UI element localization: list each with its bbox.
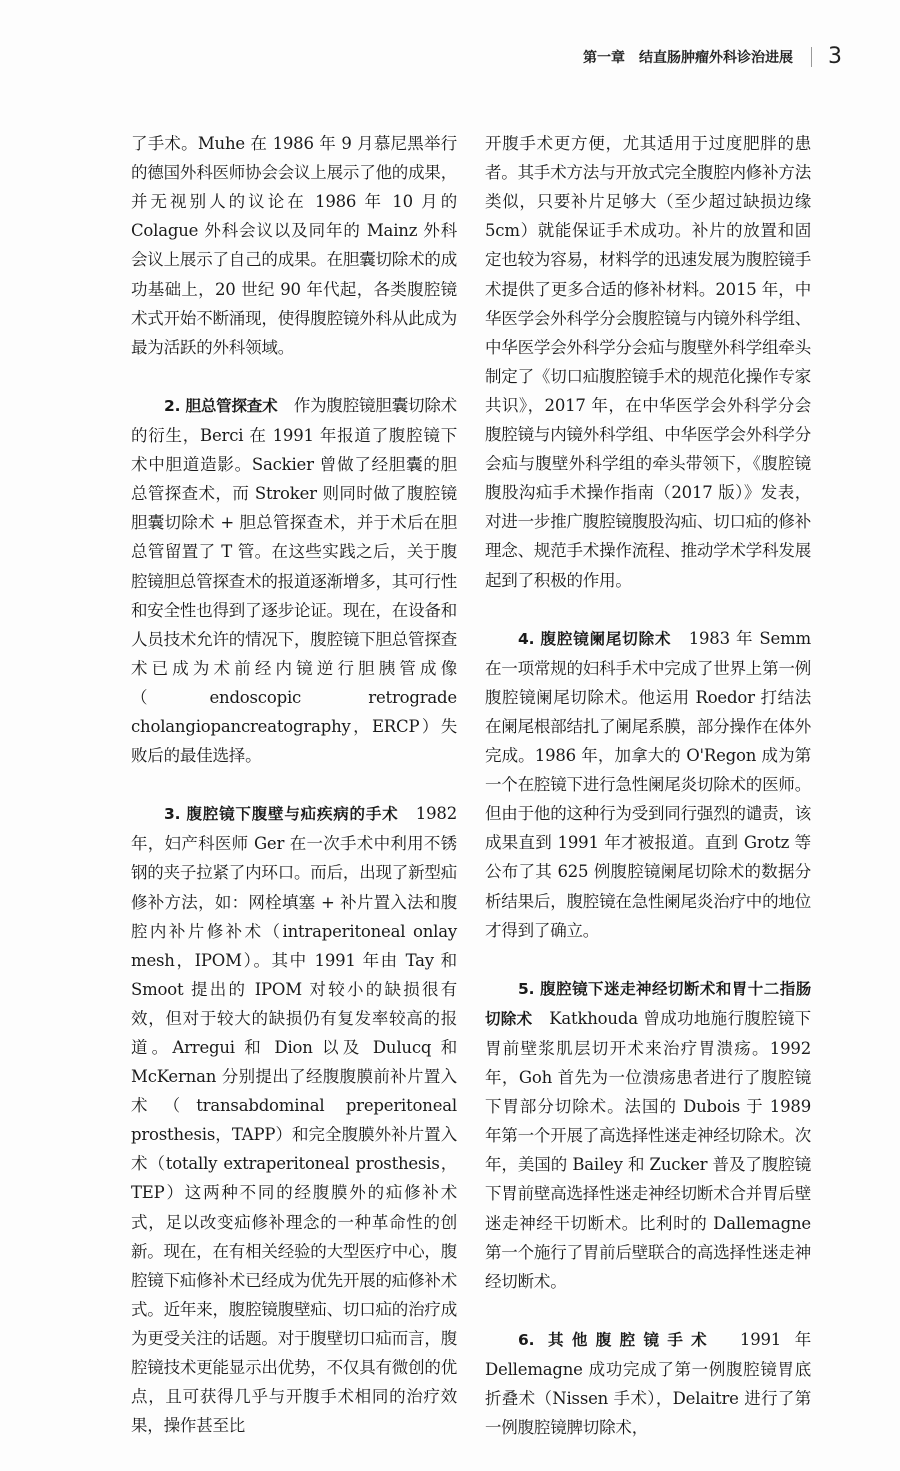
paragraph-continued: 了手术。Muhe 在 1986 年 9 月慕尼黑举行的德国外科医师协会会议上展示了他的成果，并无视别人的议论在 1986 年 10 月的 Colague 外科会议以及同年的 Mainz 外科会议上展示了自己的成果。在胆囊切除术的成功基础上，20 世纪 90 年代起，各类腹腔镜术式开始不断涌现，使得腹腔镜外科从此成为最为活跃的外科领域。 (131, 134, 458, 357)
section-6-paragraph (485, 1325, 811, 1442)
section-4-text: 1983 年 Semm 在一项常规的妇科手术中完成了世界上第一例腹腔镜阑尾切除术。他运用 Roedor 打结法在阑尾根部结扎了阑尾系膜，部分操作在体外完成。1986 年，加拿大的 O'Regon 成为第一个在腔镜下进行急性阑尾炎切除术的医师。但由于他的这种行为受到同行强烈的谴责，该成果直到 1991 年才被报道。直到 Grotz 等公布了其 625 例腹腔镜阑尾切除术的数据分析结果后，腹腔镜在急性阑尾炎治疗中的地位才得到了确立。 (485, 628, 812, 940)
section-4-paragraph (485, 624, 811, 945)
page-number: 3 (828, 44, 842, 69)
section-4-heading: 4. 腹腔镜阑尾切除术 (518, 629, 672, 648)
section-2-heading: 2. 胆总管探查术 (164, 396, 278, 415)
section-3-heading: 3. 腹腔镜下腹壁与疝疾病的手术 (164, 805, 399, 824)
running-header (583, 44, 842, 69)
left-column (131, 100, 457, 1469)
paragraph-continued-right: 开腹手术更方便，尤其适用于过度肥胖的患者。其手术方法与开放式完全腹腔内修补方法类似，只要补片足够大（至少超过缺损边缘 5cm）就能保证手术成功。补片的放置和固定也较为容易，材料学的迅速发展为腹腔镜手术提供了更多合适的修补材料。2015 年，中华医学会外科学分会腹腔镜与内镜外科学组、中华医学会外科学分会疝与腹壁外科学组牵头制定了《切口疝腹腔镜手术的规范化操作专家共识》，2017 年，在中华医学会外科学分会腹腔镜与内镜外科学组、中华医学会外科学分会疝与腹壁外科学组的牵头带领下，《腹腔镜腹股沟疝手术操作指南（2017 版）》发表，对进一步推广腹腔镜腹股沟疝、切口疝的修补理念、规范手术操作流程、推动学术学科发展起到了积极的作用。 (485, 134, 812, 590)
right-column (485, 100, 811, 1471)
section-5-paragraph (485, 974, 811, 1296)
section-3-text: 1982 年，妇产科医师 Ger 在一次手术中利用不锈钢的夹子拉紧了内环口。而后，出现了新型疝修补方法，如：网栓填塞 + 补片置入法和腹腔内补片修补术（intraperitoneal onlay mesh，IPOM）。其中 1991 年由 Tay 和 Smoot 提出的 IPOM 对较小的缺损很有效，但对于较大的缺损仍有复发率较高的报道。Arregui 和 Dion 以及 Dulucq 和 McKernan 分别提出了经腹腹膜前补片置入术（transabdominal preperitoneal prosthesis，TAPP）和完全腹膜外补片置入术（totally extraperitoneal prosthesis，TEP）这两种不同的经腹膜外的疝修补术式，足以改变疝修补理念的一种革命性的创新。现在，在有相关经验的大型医疗中心，腹腔镜下疝修补术已经成为优先开展的疝修补术式。近年来，腹腔镜腹壁疝、切口疝的治疗成为更受关注的话题。对于腹壁切口疝而言，腹腔镜技术更能显示出优势，不仅具有微创的优点，且可获得几乎与开腹手术相同的治疗效果，操作甚至比 (131, 804, 458, 1436)
section-2-text: 作为腹腔镜胆囊切除术的衍生，Berci 在 1991 年报道了腹腔镜下术中胆道造影。Sackier 曾做了经胆囊的胆总管探查术，而 Stroker 则同时做了腹腔镜胆囊切除术 + 胆总管探查术，并于术后在胆总管留置了 T 管。在这些实践之后，关于腹腔镜胆总管探查术的报道逐渐增多，其可行性和安全性也得到了逐步论证。现在，在设备和人员技术允许的情况下，腹腔镜下胆总管探查术已成为术前经内镜逆行胆胰管成像（endoscopic retrograde cholangiopancreatography，ERCP）失败后的最佳选择。 (131, 395, 458, 766)
chapter-title: 第一章 结直肠肿瘤外科诊治进展 (583, 49, 793, 66)
section-2-paragraph (131, 391, 457, 770)
header-divider (811, 47, 812, 67)
section-6-heading: 6. 其他腹腔镜手术 (518, 1330, 716, 1349)
section-6-text: 1991 年 Dellemagne 成功完成了第一例腹腔镜胃底折叠术（Nissen 手术），Delaitre 进行了第一例腹腔镜脾切除术， (485, 1329, 811, 1438)
section-3-paragraph (131, 799, 457, 1440)
section-5-text: Katkhouda 曾成功地施行腹腔镜下胃前壁浆肌层切开术来治疗胃溃疡。1992 年，Goh 首先为一位溃疡患者进行了腹腔镜下胃部分切除术。法国的 Dubois 于 1989 年第一个开展了高选择性迷走神经切除术。次年，美国的 Bailey 和 Zucker 普及了腹腔镜下胃前壁高选择性迷走神经切断术合并胃后壁迷走神经干切断术。比利时的 Dallemagne 第一个施行了胃前后壁联合的高选择性迷走神经切断术。 (485, 1008, 812, 1291)
section-5-heading: 5. 腹腔镜下迷走神经切断术和胃十二指肠切除术 (485, 979, 811, 1028)
